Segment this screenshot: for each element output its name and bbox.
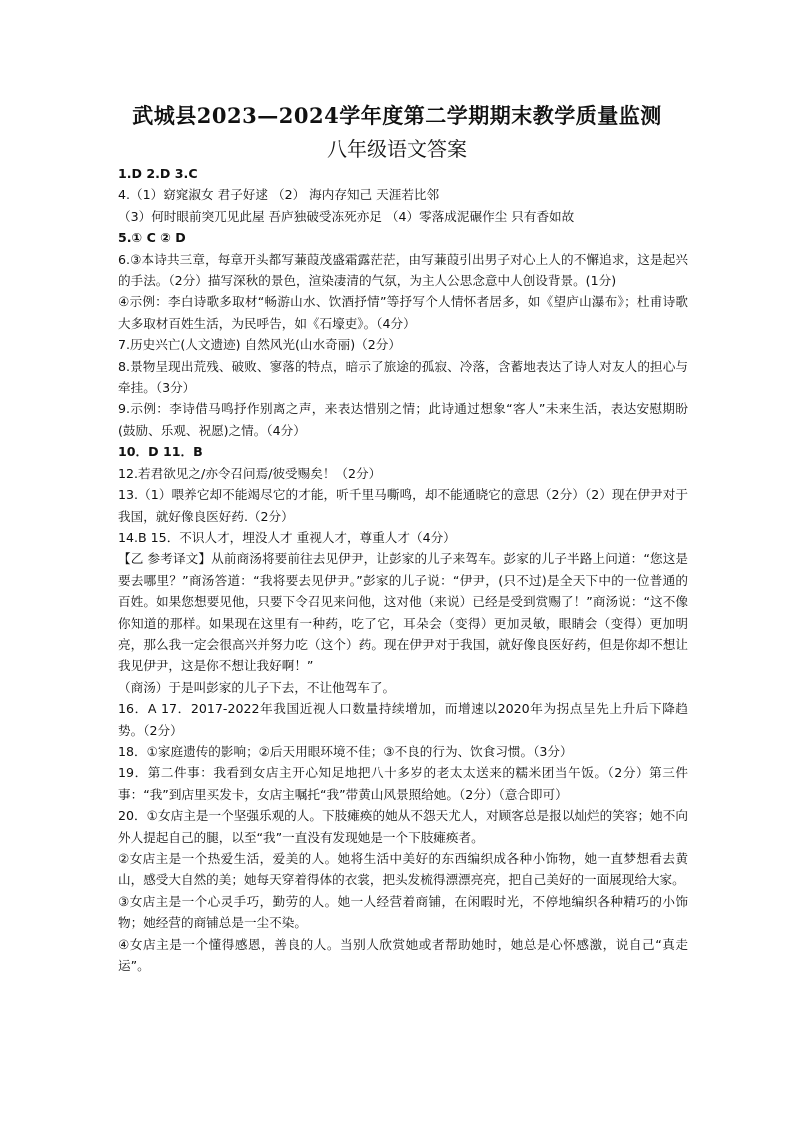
answer-line-20-4: ④女店主是一个懂得感恩，善良的人。当别人欣赏她或者帮助她时，她总是心怀感激，说自己“真走运”。 [118, 936, 688, 974]
answer-line-9: 9.示例：李诗借马鸣抒作别离之声，来表达惜别之情；此诗通过想象“客人”未来生活，表达安慰期盼(鼓励、乐观、祝愿)之情。（4分） [118, 401, 688, 438]
answer-body [118, 163, 688, 976]
answer-line-12: 12.若君欲见之/亦令召问焉/彼受赐矣！（2分） [118, 465, 382, 481]
translation-ending: （商汤）于是叫彭家的儿子下去，不让他驾车了。 [118, 679, 396, 695]
answer-line-5: 5.① C ② D [118, 230, 186, 246]
translation-paragraph: 【乙 参考译文】从前商汤将要前往去见伊尹，让彭家的儿子来驾车。彭家的儿子半路上问道：“您这是要去哪里？”商汤答道：“我将要去见伊尹。”彭家的儿子说：“伊尹，(只不过)是全天下中的一位普通的百姓。如果您想要见他，只要下令召见来问他，这对他（来说）已经是受到赏赐了！”商汤说：“这不像你知道的那样。如果现在这里有一种药，吃了它，耳朵会（变得）更加灵敏，眼睛会（变得）更加明亮，那么我一定会很高兴并努力吃（这个）药。现在伊尹对于我国，就好像良医好药，但是你却不想让我见伊尹，这是你不想让我好啊！” [118, 551, 688, 674]
answer-line-20-2: ②女店主是一个热爱生活，爱美的人。她将生活中美好的东西编织成各种小饰物，她一直梦想看去黄山，感受大自然的美；她每天穿着得体的衣裳，把头发梳得漂漂亮亮，把自己美好的一面展现给大家。 [118, 851, 688, 888]
answer-line-13: 13.（1）喂养它却不能竭尽它的才能，听千里马嘶鸣，却不能通晓它的意思（2分）（2）现在伊尹对于我国，就好像良医好药.（2分） [118, 487, 688, 524]
answer-line-1-3: 1.D 2.D 3.C [118, 166, 198, 181]
page-title: 武城县2023—2024学年度第二学期期末教学质量监测 [132, 103, 662, 128]
answer-line-16-17: 16．A 17．2017-2022年我国近视人口数量持续增加，而增速以2020年为拐点呈先上升后下降趋势。（2分） [118, 701, 688, 738]
answer-line-4b: （3）何时眼前突兀见此屋 吾庐独破受冻死亦足 （4）零落成泥碾作尘 只有香如故 [118, 208, 575, 224]
answer-line-20-3: ③女店主是一个心灵手巧，勤劳的人。她一人经营着商铺，在闲暇时光，不停地编织各种精巧的小饰物；她经营的商铺总是一尘不染。 [118, 893, 688, 931]
answer-line-20-1: 20．①女店主是一个坚强乐观的人。下肢瘫痪的她从不怨天尤人，对顾客总是报以灿烂的笑容；她不向外人提起自己的腿，以至“我”一直没有发现她是一个下肢瘫痪者。 [118, 808, 688, 845]
answer-line-6a: 6.③本诗共三章，每章开头都写蒹葭茂盛霜露茫茫，由写蒹葭引出男子对心上人的不懈追求，这是起兴的手法。（2分）描写深秋的景色，渲染凄清的气氛，为主人公思念意中人创设背景。(1分) [118, 251, 688, 289]
answer-line-19: 19．第二件事：我看到女店主开心知足地把八十多岁的老太太送来的糯米团当午饭。（2分）第三件事：“我”到店里买发卡，女店主嘱托“我”带黄山风景照给她。（2分）（意合即可） [118, 765, 688, 802]
answer-line-10-11: 10．D 11．B [118, 444, 203, 460]
answer-line-7: 7.历史兴亡(人文遗迹) 自然风光(山水奇丽)（2分） [118, 337, 401, 353]
answer-line-14-15: 14.B 15．不识人才，埋没人才 重视人才，尊重人才（4分） [118, 529, 456, 545]
page-subtitle: 八年级语文答案 [327, 137, 467, 161]
answer-line-18: 18．①家庭遗传的影响；②后天用眼环境不佳；③不良的行为、饮食习惯。（3分） [118, 743, 573, 759]
answer-line-8: 8.景物呈现出荒残、破败、寥落的特点，暗示了旅途的孤寂、冷落，含蓄地表达了诗人对友人的担心与牵挂。（3分） [118, 358, 688, 396]
answer-line-6b: ④示例：李白诗歌多取材“畅游山水、饮酒抒情”等抒写个人情怀者居多，如《望庐山瀑布》；杜甫诗歌大多取材百姓生活，为民呼告，如《石壕吏》。（4分） [118, 294, 688, 331]
answer-line-4a: 4.（1）窈窕淑女 君子好逑 （2） 海内存知己 天涯若比邻 [118, 187, 440, 203]
